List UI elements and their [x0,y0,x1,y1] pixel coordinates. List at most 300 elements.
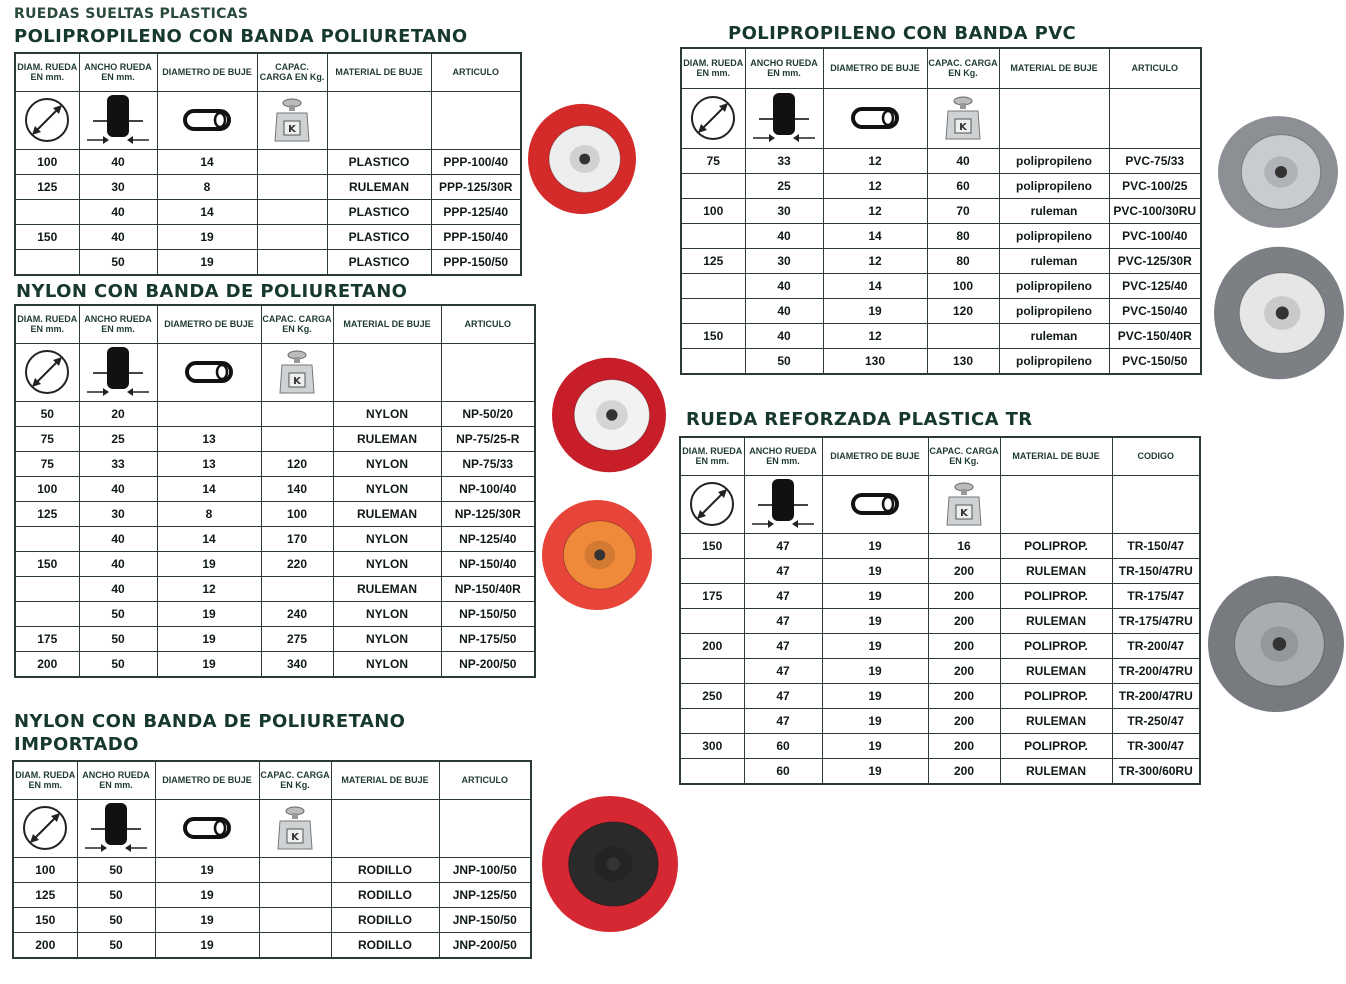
icon-cell [744,475,822,533]
cell-diam [681,298,745,323]
cell-articulo: PVC-150/40 [1109,298,1201,323]
cell-ancho: 50 [745,348,823,374]
cell-capac: 40 [927,148,999,173]
cell-buje: 13 [157,426,261,451]
table-row [15,224,521,249]
cell-ancho: 40 [745,323,823,348]
icon-cell [681,88,745,148]
cell-material: ruleman [999,323,1109,348]
cell-ancho: 47 [744,558,822,583]
cell-ancho: 40 [745,273,823,298]
cell-articulo: TR-175/47RU [1112,608,1200,633]
cell-diam [15,526,79,551]
cell-diam: 175 [15,626,79,651]
red-polypropylene-wheel [526,103,638,215]
header-ancho: ANCHO RUEDA EN mm. [745,48,823,88]
cell-articulo: PPP-100/40 [431,149,521,174]
cell-material: PLASTICO [327,224,431,249]
cell-articulo: NP-150/40 [441,551,535,576]
cell-ancho: 40 [79,576,157,601]
wheel-width-icon [81,801,151,855]
cell-buje: 19 [157,601,261,626]
weight-capacity-icon [272,97,312,143]
cell-buje: 19 [822,633,928,658]
cell-buje: 14 [823,273,927,298]
cell-ancho: 33 [745,148,823,173]
cell-buje: 130 [823,348,927,374]
cell-articulo: NP-125/40 [441,526,535,551]
table-row [15,476,535,501]
wheel-diameter-icon [22,347,72,397]
table-row [15,401,535,426]
empty-cell [1109,88,1201,148]
table-row [15,451,535,476]
cell-material: POLIPROP. [1000,733,1112,758]
icon-cell [79,343,157,401]
cell-diam: 125 [13,882,77,907]
table-pp-pvc [680,47,1202,375]
cell-capac: 200 [928,733,1000,758]
header-ancho: ANCHO RUEDA EN mm. [744,437,822,475]
icon-cell [927,88,999,148]
icon-cell [77,799,155,857]
cell-articulo: PVC-100/40 [1109,223,1201,248]
cell-material: RODILLO [331,907,439,932]
table-row [15,551,535,576]
empty-cell [431,91,521,149]
cell-material: NYLON [333,526,441,551]
cell-buje: 8 [157,501,261,526]
cell-diam [15,249,79,275]
cell-diam [680,558,744,583]
cell-capac [259,907,331,932]
cell-ancho: 50 [77,882,155,907]
header-material: MATERIAL DE BUJE [999,48,1109,88]
section-title-pp-pu: POLIPROPILENO CON BANDA POLIURETANO [14,26,468,47]
cell-diam: 300 [680,733,744,758]
cell-ancho: 47 [744,633,822,658]
cell-buje: 19 [822,708,928,733]
cell-diam: 200 [13,932,77,958]
wheel-width-icon [748,477,818,531]
cell-material: polipropileno [999,148,1109,173]
cell-articulo: TR-200/47RU [1112,683,1200,708]
cell-diam [681,348,745,374]
cell-articulo: TR-200/47 [1112,633,1200,658]
header-ancho: ANCHO RUEDA EN mm. [79,305,157,343]
cell-ancho: 40 [79,224,157,249]
header-articulo: ARTICULO [439,761,531,799]
cell-ancho: 60 [744,758,822,784]
cell-ancho: 50 [77,857,155,882]
cell-diam: 150 [680,533,744,558]
cell-material: PLASTICO [327,149,431,174]
cell-material: NYLON [333,451,441,476]
header-material: MATERIAL DE BUJE [1000,437,1112,475]
cell-ancho: 47 [744,708,822,733]
header-diam: DIAM. RUEDA EN mm. [15,53,79,91]
cell-buje: 12 [823,248,927,273]
header-material: MATERIAL DE BUJE [331,761,439,799]
header-diam: DIAM. RUEDA EN mm. [680,437,744,475]
cell-diam [681,273,745,298]
wheel-diameter-icon [22,95,72,145]
table-row [681,148,1201,173]
cell-material: PLASTICO [327,249,431,275]
cell-capac [259,857,331,882]
table-row [15,626,535,651]
cell-articulo: PPP-125/40 [431,199,521,224]
empty-cell [331,799,439,857]
cell-diam [681,173,745,198]
header-buje: DIAMETRO DE BUJE [823,48,927,88]
header-ancho: ANCHO RUEDA EN mm. [79,53,157,91]
header-material: MATERIAL DE BUJE [333,305,441,343]
cell-buje: 19 [155,932,259,958]
section-title-tr: RUEDA REFORZADA PLASTICA TR [686,409,1033,430]
table-row [15,174,521,199]
weight-capacity-icon [275,805,315,851]
header-capac: CAPAC. CARGA EN Kg. [257,53,327,91]
cell-ancho: 33 [79,451,157,476]
cell-buje: 14 [157,526,261,551]
cell-material: RULEMAN [1000,558,1112,583]
wheel-width-icon [749,91,819,145]
cell-diam: 250 [680,683,744,708]
cell-diam: 100 [15,149,79,174]
cell-buje: 19 [157,626,261,651]
cell-material: RULEMAN [333,576,441,601]
table-row [15,249,521,275]
cell-ancho: 40 [79,199,157,224]
cell-material: RULEMAN [1000,708,1112,733]
cell-ancho: 47 [744,683,822,708]
cell-capac [261,426,333,451]
empty-cell [441,343,535,401]
cell-buje: 14 [157,199,257,224]
cell-articulo: PVC-150/40R [1109,323,1201,348]
header-material: MATERIAL DE BUJE [327,53,431,91]
cell-ancho: 20 [79,401,157,426]
header-diam: DIAM. RUEDA EN mm. [13,761,77,799]
cell-articulo: JNP-125/50 [439,882,531,907]
section-title-pp-pvc: POLIPROPILENO CON BANDA PVC [728,23,1077,44]
cell-articulo: PPP-125/30R [431,174,521,199]
cell-material: RULEMAN [1000,608,1112,633]
icon-cell [13,799,77,857]
table-row [15,576,535,601]
header-diam: DIAM. RUEDA EN mm. [15,305,79,343]
cell-capac [259,882,331,907]
cell-ancho: 30 [79,501,157,526]
icon-cell [928,475,1000,533]
gray-white-pvc-wheel [1212,246,1346,380]
cell-buje: 19 [822,583,928,608]
table-row [680,658,1200,683]
cell-ancho: 47 [744,658,822,683]
cell-buje: 19 [157,249,257,275]
table-nylon-pu [14,304,536,678]
cell-ancho: 25 [79,426,157,451]
cell-material: NYLON [333,551,441,576]
cell-capac [257,199,327,224]
cell-capac: 275 [261,626,333,651]
cell-ancho: 30 [745,198,823,223]
cell-buje: 13 [157,451,261,476]
cell-capac [927,323,999,348]
red-black-imported-wheel [540,785,680,943]
cell-articulo: TR-300/60RU [1112,758,1200,784]
cell-articulo: TR-175/47 [1112,583,1200,608]
cell-buje: 8 [157,174,257,199]
cell-diam: 200 [15,651,79,677]
cell-capac: 130 [927,348,999,374]
table-row [13,907,531,932]
cell-articulo: NP-75/33 [441,451,535,476]
cell-ancho: 40 [79,149,157,174]
cell-buje: 14 [157,476,261,501]
cell-material: RULEMAN [1000,758,1112,784]
svg-text:K: K [293,376,301,387]
cell-diam: 100 [13,857,77,882]
icon-cell [259,799,331,857]
icon-cell [15,343,79,401]
cell-ancho: 40 [745,223,823,248]
cell-material: RODILLO [331,932,439,958]
cell-diam: 150 [13,907,77,932]
bushing-icon [850,491,900,517]
cell-buje: 19 [822,758,928,784]
table-row [681,198,1201,223]
svg-text:K: K [291,832,299,843]
wheel-width-icon [83,345,153,399]
cell-ancho: 50 [79,651,157,677]
cell-buje: 14 [823,223,927,248]
cell-material: polipropileno [999,223,1109,248]
cell-articulo: NP-125/30R [441,501,535,526]
cell-articulo: NP-200/50 [441,651,535,677]
cell-articulo: NP-150/50 [441,601,535,626]
cell-diam: 150 [15,224,79,249]
cell-buje: 19 [822,683,928,708]
cell-ancho: 40 [745,298,823,323]
table-row [680,683,1200,708]
cell-capac: 200 [928,758,1000,784]
cell-diam: 150 [15,551,79,576]
cell-ancho: 50 [79,626,157,651]
header-capac: CAPAC. CARGA EN Kg. [261,305,333,343]
table-row [15,651,535,677]
cell-material: NYLON [333,601,441,626]
cell-capac: 200 [928,608,1000,633]
cell-buje: 19 [157,651,261,677]
cell-capac: 100 [927,273,999,298]
table-row [681,173,1201,198]
cell-capac [261,401,333,426]
cell-buje: 19 [822,558,928,583]
header-buje: DIAMETRO DE BUJE [157,305,261,343]
cell-ancho: 50 [79,249,157,275]
cell-ancho: 30 [79,174,157,199]
table-row [15,149,521,174]
cell-articulo: PVC-100/30RU [1109,198,1201,223]
cell-material: polipropileno [999,173,1109,198]
cell-ancho: 40 [79,551,157,576]
cell-buje: 14 [157,149,257,174]
cell-buje: 19 [155,882,259,907]
cell-capac [257,174,327,199]
cell-articulo: JNP-200/50 [439,932,531,958]
table-row [681,248,1201,273]
cell-material: RULEMAN [1000,658,1112,683]
header-buje: DIAMETRO DE BUJE [822,437,928,475]
gray-pvc-wheel [1210,110,1346,234]
cell-diam: 75 [681,148,745,173]
cell-material: NYLON [333,651,441,677]
weight-capacity-icon [277,349,317,395]
cell-diam: 100 [15,476,79,501]
cell-articulo: PVC-100/25 [1109,173,1201,198]
cell-buje: 19 [823,298,927,323]
cell-buje: 19 [155,857,259,882]
cell-articulo: PVC-125/30R [1109,248,1201,273]
cell-material: POLIPROP. [1000,633,1112,658]
table-row [680,708,1200,733]
cell-material: RULEMAN [333,426,441,451]
table-row [13,857,531,882]
cell-ancho: 40 [79,476,157,501]
cell-articulo: TR-300/47 [1112,733,1200,758]
section-title-nylon-pu: NYLON CON BANDA DE POLIURETANO [16,281,408,302]
cell-diam: 125 [15,174,79,199]
cell-capac [259,932,331,958]
cell-material: polipropileno [999,298,1109,323]
icon-cell [157,91,257,149]
cell-articulo: NP-50/20 [441,401,535,426]
table-row [680,558,1200,583]
cell-diam [681,223,745,248]
table-row [680,758,1200,784]
table-row [15,526,535,551]
cell-capac: 200 [928,658,1000,683]
cell-ancho: 50 [79,601,157,626]
cell-articulo: PPP-150/40 [431,224,521,249]
cell-capac: 60 [927,173,999,198]
cell-buje: 19 [157,224,257,249]
cell-capac: 220 [261,551,333,576]
table-row [680,608,1200,633]
table-row [13,882,531,907]
cell-capac: 240 [261,601,333,626]
cell-buje: 12 [823,148,927,173]
header-articulo: ARTICULO [431,53,521,91]
cell-buje: 19 [157,551,261,576]
cell-articulo: TR-150/47RU [1112,558,1200,583]
cell-ancho: 25 [745,173,823,198]
cell-capac: 16 [928,533,1000,558]
cell-diam: 175 [680,583,744,608]
cell-diam: 200 [680,633,744,658]
icon-cell [745,88,823,148]
header-articulo: ARTICULO [1109,48,1201,88]
cell-capac: 80 [927,248,999,273]
cell-capac: 70 [927,198,999,223]
empty-cell [1112,475,1200,533]
cell-articulo: NP-175/50 [441,626,535,651]
cell-material: RULEMAN [333,501,441,526]
table-row [681,348,1201,374]
header-capac: CAPAC. CARGA EN Kg. [927,48,999,88]
table-row [15,426,535,451]
cell-capac: 340 [261,651,333,677]
catalog-heading: RUEDAS SUELTAS PLASTICAS [14,6,249,22]
cell-material: polipropileno [999,348,1109,374]
cell-articulo: PPP-150/50 [431,249,521,275]
table-row [681,273,1201,298]
icon-cell [155,799,259,857]
cell-buje: 19 [822,533,928,558]
header-diam: DIAM. RUEDA EN mm. [681,48,745,88]
cell-material: NYLON [333,401,441,426]
cell-buje: 19 [822,608,928,633]
cell-capac: 200 [928,558,1000,583]
cell-material: POLIPROP. [1000,533,1112,558]
cell-material: POLIPROP. [1000,583,1112,608]
empty-cell [999,88,1109,148]
cell-capac: 200 [928,708,1000,733]
table-row [15,501,535,526]
icon-cell [79,91,157,149]
bushing-icon [184,359,234,385]
cell-ancho: 50 [77,907,155,932]
cell-articulo: TR-200/47RU [1112,658,1200,683]
gray-tr-reinforced-wheel [1206,568,1346,720]
table-row [15,199,521,224]
cell-articulo: TR-150/47 [1112,533,1200,558]
table-row [681,323,1201,348]
table-row [680,533,1200,558]
cell-buje [157,401,261,426]
red-nylon-wheel [549,356,669,474]
weight-capacity-icon [944,481,984,527]
cell-material: ruleman [999,248,1109,273]
cell-buje: 12 [823,323,927,348]
table-row [680,583,1200,608]
table-tr-reinforced [679,436,1201,785]
cell-capac [261,576,333,601]
table-row [680,633,1200,658]
weight-capacity-icon [943,95,983,141]
cell-articulo: NP-150/40R [441,576,535,601]
cell-buje: 12 [823,173,927,198]
cell-diam [15,199,79,224]
cell-articulo: JNP-100/50 [439,857,531,882]
bushing-icon [850,105,900,131]
header-ancho: ANCHO RUEDA EN mm. [77,761,155,799]
cell-capac: 200 [928,583,1000,608]
icon-cell [822,475,928,533]
cell-buje: 19 [822,658,928,683]
cell-diam: 75 [15,451,79,476]
cell-diam [15,576,79,601]
svg-text:K: K [288,124,296,135]
icon-cell [15,91,79,149]
cell-articulo: NP-100/40 [441,476,535,501]
empty-cell [333,343,441,401]
cell-diam [680,608,744,633]
cell-diam: 75 [15,426,79,451]
cell-articulo: PVC-150/50 [1109,348,1201,374]
